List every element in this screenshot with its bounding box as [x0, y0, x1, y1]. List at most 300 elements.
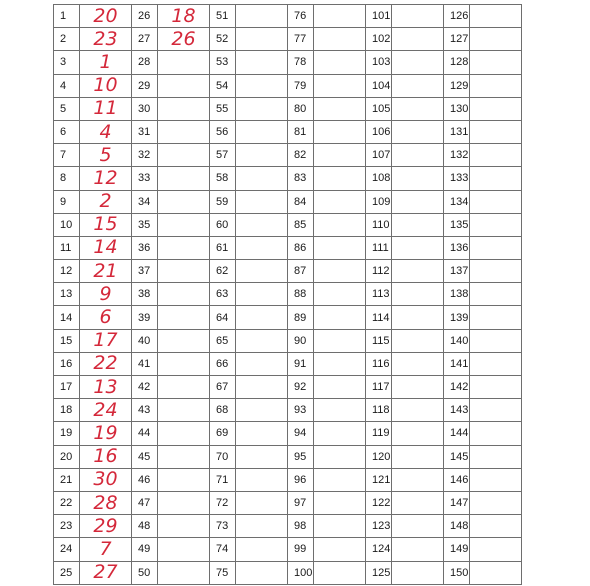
answer-cell[interactable]: 20 — [80, 5, 132, 28]
answer-cell[interactable] — [236, 51, 288, 74]
answer-cell[interactable] — [392, 306, 444, 329]
answer-cell[interactable]: 26 — [158, 28, 210, 51]
answer-cell[interactable] — [236, 167, 288, 190]
table-row — [54, 283, 522, 306]
answer-cell[interactable] — [392, 120, 444, 143]
answer-cell[interactable] — [470, 5, 522, 28]
answer-cell[interactable]: 5 — [80, 144, 132, 167]
answer-cell[interactable] — [158, 120, 210, 143]
question-number: 110 — [366, 213, 392, 236]
answer-cell[interactable] — [158, 515, 210, 538]
question-number: 132 — [444, 144, 470, 167]
question-number: 139 — [444, 306, 470, 329]
question-number: 51 — [210, 5, 236, 28]
answer-cell[interactable] — [158, 445, 210, 468]
question-number: 15 — [54, 329, 80, 352]
question-number: 66 — [210, 352, 236, 375]
answer-cell[interactable]: 23 — [80, 28, 132, 51]
question-number: 109 — [366, 190, 392, 213]
answer-cell[interactable] — [314, 97, 366, 120]
table-row — [54, 5, 522, 28]
answer-cell[interactable] — [314, 213, 366, 236]
question-number: 146 — [444, 468, 470, 491]
question-number: 40 — [132, 329, 158, 352]
answer-cell[interactable] — [314, 468, 366, 491]
answer-sheet-table — [53, 4, 522, 585]
answer-cell[interactable] — [392, 422, 444, 445]
question-number: 98 — [288, 515, 314, 538]
question-number: 108 — [366, 167, 392, 190]
question-number: 25 — [54, 561, 80, 584]
question-number: 70 — [210, 445, 236, 468]
question-number: 26 — [132, 5, 158, 28]
question-number: 73 — [210, 515, 236, 538]
answer-cell[interactable] — [236, 5, 288, 28]
answer-cell[interactable]: 10 — [80, 74, 132, 97]
answer-cell[interactable] — [314, 144, 366, 167]
answer-cell[interactable] — [392, 445, 444, 468]
answer-cell[interactable] — [392, 213, 444, 236]
answer-cell[interactable]: 28 — [80, 491, 132, 514]
answer-cell[interactable]: 14 — [80, 236, 132, 259]
question-number: 60 — [210, 213, 236, 236]
answer-cell[interactable] — [314, 399, 366, 422]
question-number: 131 — [444, 120, 470, 143]
table-row — [54, 399, 522, 422]
answer-cell[interactable] — [236, 260, 288, 283]
answer-cell[interactable]: 29 — [80, 515, 132, 538]
question-number: 14 — [54, 306, 80, 329]
answer-cell[interactable] — [392, 190, 444, 213]
answer-cell[interactable]: 7 — [80, 538, 132, 561]
question-number: 92 — [288, 376, 314, 399]
answer-cell[interactable] — [158, 422, 210, 445]
question-number: 85 — [288, 213, 314, 236]
answer-cell[interactable] — [392, 51, 444, 74]
answer-cell[interactable] — [392, 28, 444, 51]
answer-cell[interactable] — [236, 213, 288, 236]
answer-cell[interactable] — [158, 468, 210, 491]
question-number: 129 — [444, 74, 470, 97]
question-number: 99 — [288, 538, 314, 561]
answer-cell[interactable] — [314, 352, 366, 375]
table-row — [54, 538, 522, 561]
answer-cell[interactable] — [314, 74, 366, 97]
question-number: 74 — [210, 538, 236, 561]
question-number: 149 — [444, 538, 470, 561]
table-row — [54, 352, 522, 375]
answer-cell[interactable] — [470, 28, 522, 51]
question-number: 10 — [54, 213, 80, 236]
answer-cell[interactable] — [392, 260, 444, 283]
question-number: 141 — [444, 352, 470, 375]
question-number: 80 — [288, 97, 314, 120]
answer-cell[interactable] — [236, 306, 288, 329]
answer-cell[interactable] — [236, 422, 288, 445]
answer-cell[interactable] — [470, 144, 522, 167]
question-number: 45 — [132, 445, 158, 468]
question-number: 97 — [288, 491, 314, 514]
answer-cell[interactable]: 15 — [80, 213, 132, 236]
answer-cell[interactable] — [392, 561, 444, 584]
question-number: 75 — [210, 561, 236, 584]
table-row — [54, 190, 522, 213]
answer-cell[interactable] — [314, 236, 366, 259]
answer-cell[interactable] — [392, 468, 444, 491]
answer-cell[interactable] — [236, 329, 288, 352]
answer-cell[interactable] — [470, 329, 522, 352]
answer-cell[interactable] — [236, 190, 288, 213]
answer-cell[interactable] — [158, 51, 210, 74]
answer-cell[interactable] — [470, 515, 522, 538]
answer-cell[interactable]: 11 — [80, 97, 132, 120]
question-number: 69 — [210, 422, 236, 445]
question-number: 64 — [210, 306, 236, 329]
question-number: 22 — [54, 491, 80, 514]
answer-cell[interactable]: 21 — [80, 260, 132, 283]
answer-cell[interactable] — [470, 399, 522, 422]
answer-cell[interactable] — [236, 236, 288, 259]
question-number: 116 — [366, 352, 392, 375]
answer-cell[interactable]: 1 — [80, 51, 132, 74]
answer-cell[interactable] — [236, 515, 288, 538]
question-number: 140 — [444, 329, 470, 352]
answer-cell[interactable] — [158, 329, 210, 352]
question-number: 58 — [210, 167, 236, 190]
question-number: 67 — [210, 376, 236, 399]
question-number: 112 — [366, 260, 392, 283]
question-number: 3 — [54, 51, 80, 74]
question-number: 72 — [210, 491, 236, 514]
question-number: 43 — [132, 399, 158, 422]
answer-cell[interactable] — [470, 51, 522, 74]
question-number: 106 — [366, 120, 392, 143]
answer-cell[interactable] — [314, 28, 366, 51]
answer-cell[interactable] — [236, 28, 288, 51]
question-number: 119 — [366, 422, 392, 445]
table-row — [54, 515, 522, 538]
table-row — [54, 97, 522, 120]
answer-cell[interactable] — [158, 376, 210, 399]
answer-cell[interactable]: 22 — [80, 352, 132, 375]
answer-cell[interactable] — [314, 538, 366, 561]
answer-cell[interactable] — [314, 190, 366, 213]
answer-cell[interactable] — [314, 306, 366, 329]
answer-cell[interactable] — [158, 306, 210, 329]
question-number: 8 — [54, 167, 80, 190]
answer-cell[interactable] — [470, 561, 522, 584]
answer-cell[interactable] — [158, 352, 210, 375]
answer-cell[interactable]: 4 — [80, 120, 132, 143]
question-number: 31 — [132, 120, 158, 143]
question-number: 41 — [132, 352, 158, 375]
answer-cell[interactable] — [392, 167, 444, 190]
answer-cell[interactable] — [314, 283, 366, 306]
question-number: 77 — [288, 28, 314, 51]
question-number: 89 — [288, 306, 314, 329]
answer-cell[interactable] — [236, 352, 288, 375]
question-number: 87 — [288, 260, 314, 283]
answer-cell[interactable] — [314, 445, 366, 468]
answer-cell[interactable]: 24 — [80, 399, 132, 422]
answer-cell[interactable]: 12 — [80, 167, 132, 190]
answer-cell[interactable] — [236, 491, 288, 514]
table-row — [54, 422, 522, 445]
question-number: 101 — [366, 5, 392, 28]
question-number: 52 — [210, 28, 236, 51]
table-row — [54, 144, 522, 167]
answer-cell[interactable] — [470, 213, 522, 236]
answer-cell[interactable]: 6 — [80, 306, 132, 329]
answer-cell[interactable] — [392, 352, 444, 375]
question-number: 100 — [288, 561, 314, 584]
question-number: 102 — [366, 28, 392, 51]
answer-cell[interactable] — [470, 283, 522, 306]
answer-cell[interactable] — [158, 74, 210, 97]
question-number: 142 — [444, 376, 470, 399]
table-row — [54, 74, 522, 97]
question-number: 55 — [210, 97, 236, 120]
question-number: 134 — [444, 190, 470, 213]
question-number: 145 — [444, 445, 470, 468]
answer-cell[interactable] — [236, 120, 288, 143]
question-number: 88 — [288, 283, 314, 306]
question-number: 128 — [444, 51, 470, 74]
answer-cell[interactable] — [236, 561, 288, 584]
answer-cell[interactable] — [392, 376, 444, 399]
answer-cell[interactable] — [392, 491, 444, 514]
answer-cell[interactable] — [158, 213, 210, 236]
question-number: 53 — [210, 51, 236, 74]
question-number: 49 — [132, 538, 158, 561]
answer-cell[interactable] — [470, 538, 522, 561]
table-row — [54, 306, 522, 329]
question-number: 20 — [54, 445, 80, 468]
answer-cell[interactable] — [392, 283, 444, 306]
question-number: 38 — [132, 283, 158, 306]
answer-cell[interactable] — [158, 144, 210, 167]
question-number: 114 — [366, 306, 392, 329]
answer-cell[interactable] — [470, 167, 522, 190]
question-number: 121 — [366, 468, 392, 491]
question-number: 36 — [132, 236, 158, 259]
table-row — [54, 260, 522, 283]
answer-cell[interactable] — [392, 5, 444, 28]
answer-cell[interactable] — [158, 97, 210, 120]
question-number: 79 — [288, 74, 314, 97]
answer-cell[interactable] — [470, 190, 522, 213]
question-number: 59 — [210, 190, 236, 213]
answer-cell[interactable] — [470, 491, 522, 514]
question-number: 90 — [288, 329, 314, 352]
table-row — [54, 376, 522, 399]
answer-cell[interactable] — [158, 561, 210, 584]
table-row — [54, 561, 522, 584]
answer-cell[interactable] — [314, 120, 366, 143]
answer-cell[interactable]: 16 — [80, 445, 132, 468]
question-number: 122 — [366, 491, 392, 514]
question-number: 96 — [288, 468, 314, 491]
answer-cell[interactable]: 2 — [80, 190, 132, 213]
answer-cell[interactable]: 9 — [80, 283, 132, 306]
answer-cell[interactable] — [158, 491, 210, 514]
question-number: 57 — [210, 144, 236, 167]
question-number: 135 — [444, 213, 470, 236]
table-row — [54, 468, 522, 491]
answer-cell[interactable] — [158, 538, 210, 561]
answer-cell[interactable] — [470, 120, 522, 143]
answer-cell[interactable] — [314, 376, 366, 399]
answer-cell[interactable] — [470, 74, 522, 97]
question-number: 16 — [54, 352, 80, 375]
table-row — [54, 236, 522, 259]
answer-cell[interactable] — [158, 190, 210, 213]
question-number: 6 — [54, 120, 80, 143]
answer-cell[interactable] — [314, 51, 366, 74]
question-number: 117 — [366, 376, 392, 399]
answer-cell[interactable] — [392, 97, 444, 120]
question-number: 115 — [366, 329, 392, 352]
answer-cell[interactable] — [470, 468, 522, 491]
question-number: 30 — [132, 97, 158, 120]
answer-cell[interactable] — [236, 97, 288, 120]
question-number: 84 — [288, 190, 314, 213]
answer-cell[interactable] — [314, 422, 366, 445]
table-row — [54, 120, 522, 143]
question-number: 125 — [366, 561, 392, 584]
question-number: 120 — [366, 445, 392, 468]
table-row — [54, 329, 522, 352]
question-number: 103 — [366, 51, 392, 74]
answer-cell[interactable] — [236, 468, 288, 491]
answer-cell[interactable] — [392, 329, 444, 352]
answer-cell[interactable] — [158, 167, 210, 190]
question-number: 136 — [444, 236, 470, 259]
answer-cell[interactable] — [236, 445, 288, 468]
answer-sheet-body — [54, 5, 522, 585]
answer-cell[interactable] — [470, 445, 522, 468]
question-number: 86 — [288, 236, 314, 259]
answer-cell[interactable] — [470, 97, 522, 120]
question-number: 95 — [288, 445, 314, 468]
answer-cell[interactable] — [158, 399, 210, 422]
answer-cell[interactable] — [470, 306, 522, 329]
answer-cell[interactable] — [314, 515, 366, 538]
answer-cell[interactable] — [470, 422, 522, 445]
question-number: 33 — [132, 167, 158, 190]
answer-cell[interactable]: 13 — [80, 376, 132, 399]
answer-cell[interactable] — [470, 376, 522, 399]
answer-cell[interactable] — [314, 5, 366, 28]
table-row — [54, 491, 522, 514]
answer-cell[interactable] — [314, 260, 366, 283]
answer-cell[interactable] — [236, 376, 288, 399]
question-number: 44 — [132, 422, 158, 445]
question-number: 4 — [54, 74, 80, 97]
question-number: 37 — [132, 260, 158, 283]
question-number: 18 — [54, 399, 80, 422]
answer-cell[interactable] — [470, 236, 522, 259]
question-number: 130 — [444, 97, 470, 120]
answer-cell[interactable] — [236, 538, 288, 561]
question-number: 9 — [54, 190, 80, 213]
question-number: 13 — [54, 283, 80, 306]
answer-cell[interactable] — [470, 260, 522, 283]
question-number: 27 — [132, 28, 158, 51]
answer-cell[interactable]: 18 — [158, 5, 210, 28]
answer-cell[interactable] — [158, 283, 210, 306]
answer-cell[interactable] — [392, 399, 444, 422]
answer-cell[interactable] — [314, 167, 366, 190]
answer-cell[interactable] — [470, 352, 522, 375]
answer-cell[interactable] — [392, 144, 444, 167]
answer-cell[interactable] — [392, 538, 444, 561]
question-number: 17 — [54, 376, 80, 399]
question-number: 48 — [132, 515, 158, 538]
question-number: 138 — [444, 283, 470, 306]
answer-cell[interactable]: 27 — [80, 561, 132, 584]
table-row — [54, 167, 522, 190]
question-number: 23 — [54, 515, 80, 538]
question-number: 113 — [366, 283, 392, 306]
question-number: 123 — [366, 515, 392, 538]
answer-cell[interactable] — [236, 74, 288, 97]
question-number: 65 — [210, 329, 236, 352]
question-number: 118 — [366, 399, 392, 422]
question-number: 50 — [132, 561, 158, 584]
answer-cell[interactable] — [236, 283, 288, 306]
answer-cell[interactable] — [158, 236, 210, 259]
answer-cell[interactable]: 19 — [80, 422, 132, 445]
question-number: 46 — [132, 468, 158, 491]
question-number: 63 — [210, 283, 236, 306]
answer-cell[interactable]: 30 — [80, 468, 132, 491]
question-number: 76 — [288, 5, 314, 28]
question-number: 61 — [210, 236, 236, 259]
answer-cell[interactable]: 17 — [80, 329, 132, 352]
question-number: 91 — [288, 352, 314, 375]
question-number: 39 — [132, 306, 158, 329]
question-number: 144 — [444, 422, 470, 445]
question-number: 28 — [132, 51, 158, 74]
answer-cell[interactable] — [392, 74, 444, 97]
question-number: 83 — [288, 167, 314, 190]
answer-cell[interactable] — [236, 399, 288, 422]
question-number: 68 — [210, 399, 236, 422]
question-number: 137 — [444, 260, 470, 283]
question-number: 24 — [54, 538, 80, 561]
question-number: 5 — [54, 97, 80, 120]
question-number: 62 — [210, 260, 236, 283]
question-number: 105 — [366, 97, 392, 120]
question-number: 107 — [366, 144, 392, 167]
answer-cell[interactable] — [314, 561, 366, 584]
answer-cell[interactable] — [392, 236, 444, 259]
table-row — [54, 213, 522, 236]
answer-cell[interactable] — [314, 329, 366, 352]
answer-cell[interactable] — [158, 260, 210, 283]
answer-cell[interactable] — [392, 515, 444, 538]
question-number: 143 — [444, 399, 470, 422]
question-number: 127 — [444, 28, 470, 51]
answer-cell[interactable] — [236, 144, 288, 167]
table-row — [54, 28, 522, 51]
table-row — [54, 445, 522, 468]
question-number: 94 — [288, 422, 314, 445]
answer-cell[interactable] — [314, 491, 366, 514]
question-number: 81 — [288, 120, 314, 143]
question-number: 111 — [366, 236, 392, 259]
